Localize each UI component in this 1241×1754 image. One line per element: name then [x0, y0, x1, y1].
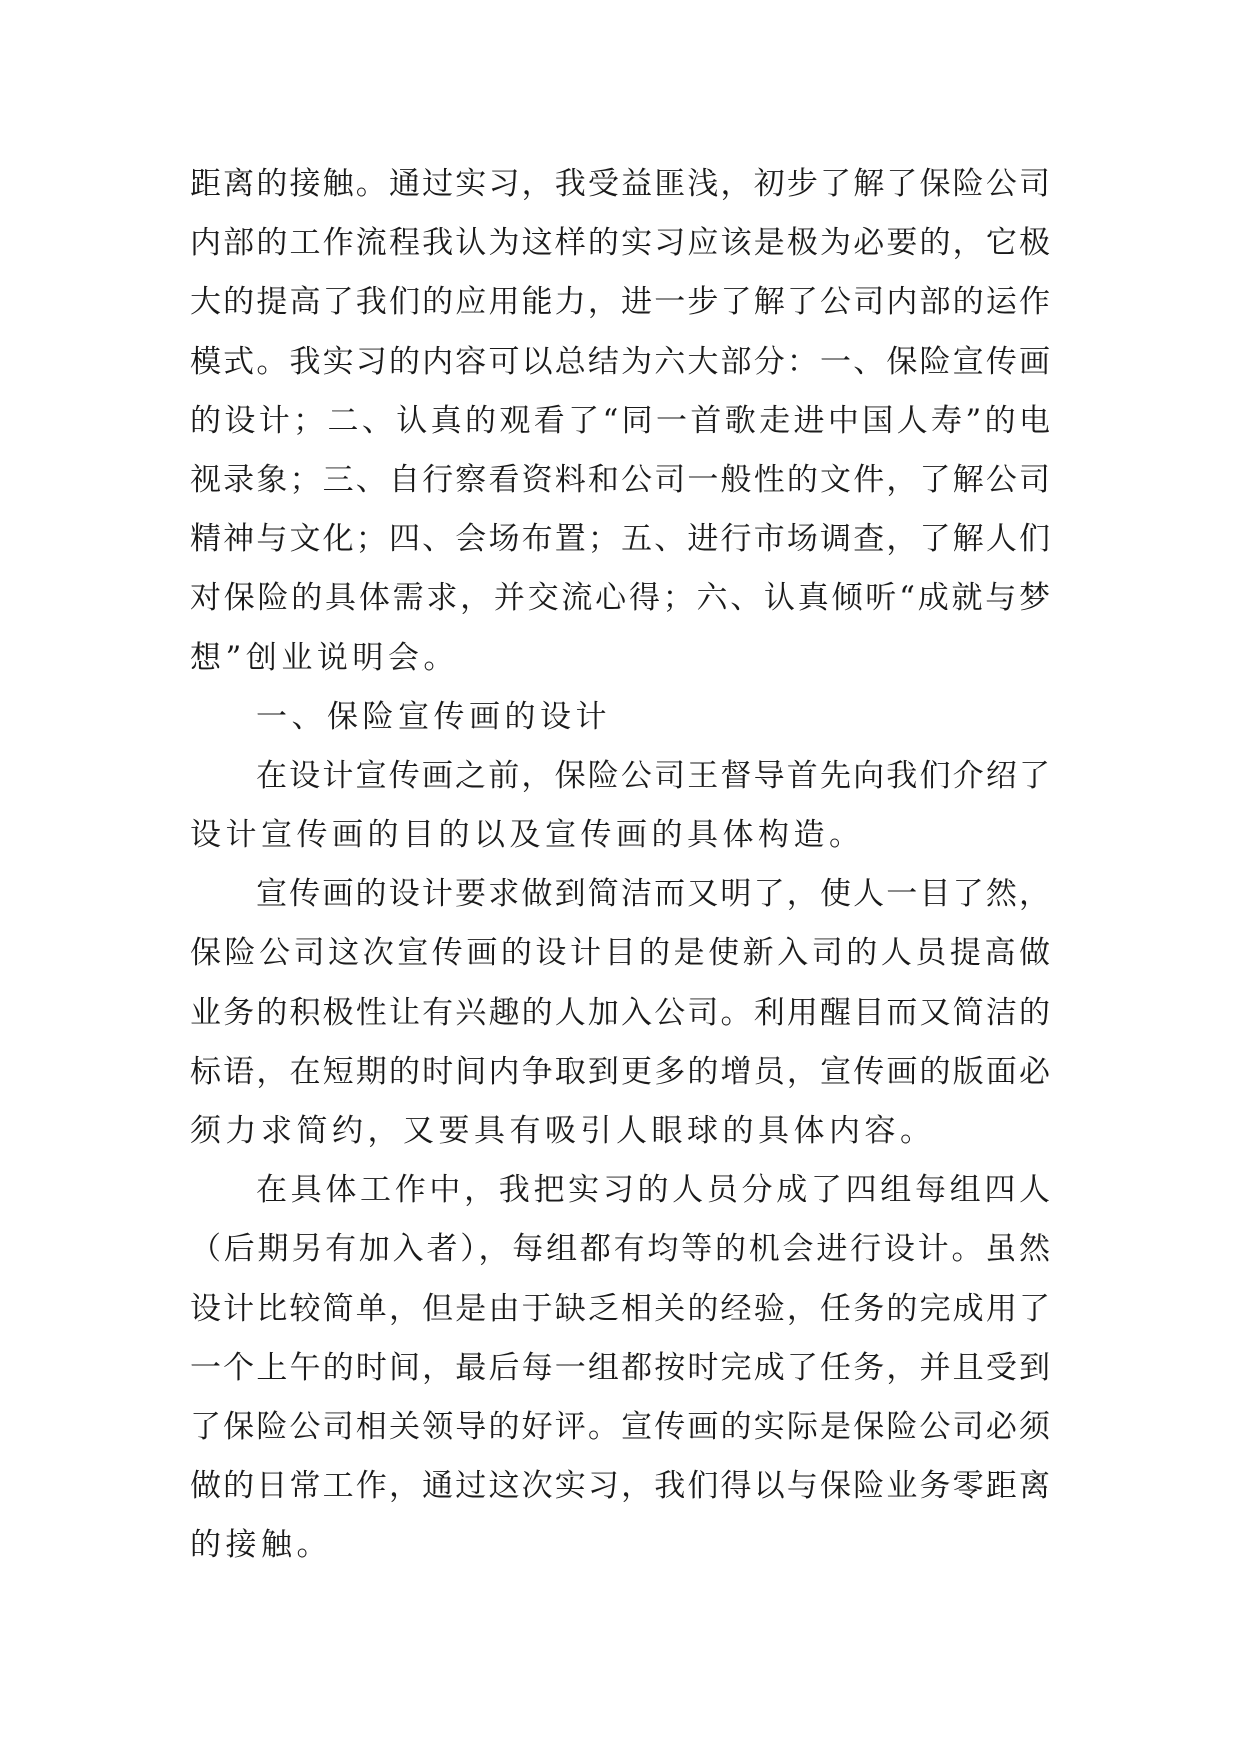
text-line: 的接触。: [190, 1527, 332, 1564]
text-line: 内部的工作流程我认为这样的实习应该是极为必要的，它极: [190, 225, 1050, 262]
text-line: 距离的接触。通过实习，我受益匪浅，初步了解了保险公司: [190, 166, 1050, 202]
text-line: 标语，在短期的时间内争取到更多的增员，宣传画的版面必: [190, 1053, 1050, 1090]
text-line: 做的日常工作，通过这次实习，我们得以与保险业务零距离: [190, 1468, 1050, 1505]
text-line: 宣传画的设计要求做到简洁而又明了，使人一目了然，: [256, 876, 1050, 913]
text-line: 想”创业说明会。: [190, 639, 459, 676]
text-line: 设计宣传画的目的以及宣传画的具体构造。: [190, 817, 865, 854]
text-line: 的设计；二、认真的观看了“同一首歌走进中国人寿”的电: [190, 402, 1050, 439]
text-line: （后期另有加入者），每组都有均等的机会进行设计。虽然: [190, 1231, 1050, 1268]
text-line: 业务的积极性让有兴趣的人加入公司。利用醒目而又简洁的: [190, 994, 1050, 1031]
body-text: [190, 155, 1050, 1576]
text-line: 在具体工作中，我把实习的人员分成了四组每组四人: [256, 1172, 1050, 1209]
text-line: 精神与文化；四、会场布置；五、进行市场调查，了解人们: [190, 521, 1050, 558]
text-line: 须力求简约，又要具有吸引人眼球的具体内容。: [190, 1113, 936, 1149]
text-line: 保险公司这次宣传画的设计目的是使新入司的人员提高做: [190, 935, 1050, 972]
text-line: 一个上午的时间，最后每一组都按时完成了任务，并且受到: [190, 1349, 1050, 1386]
section-heading: 一、保险宣传画的设计: [256, 698, 611, 735]
text-line: 模式。我实习的内容可以总结为六大部分：一、保险宣传画: [190, 343, 1050, 380]
text-line: 了保险公司相关领导的好评。宣传画的实际是保险公司必须: [190, 1408, 1050, 1445]
text-line: 在设计宣传画之前，保险公司王督导首先向我们介绍了: [256, 757, 1050, 794]
text-line: 大的提高了我们的应用能力，进一步了解了公司内部的运作: [190, 284, 1050, 321]
text-line: 对保险的具体需求，并交流心得；六、认真倾听“成就与梦: [190, 580, 1050, 617]
text-line: 视录象；三、自行察看资料和公司一般性的文件，了解公司: [190, 461, 1050, 498]
text-line: 设计比较简单，但是由于缺乏相关的经验，任务的完成用了: [190, 1290, 1050, 1327]
